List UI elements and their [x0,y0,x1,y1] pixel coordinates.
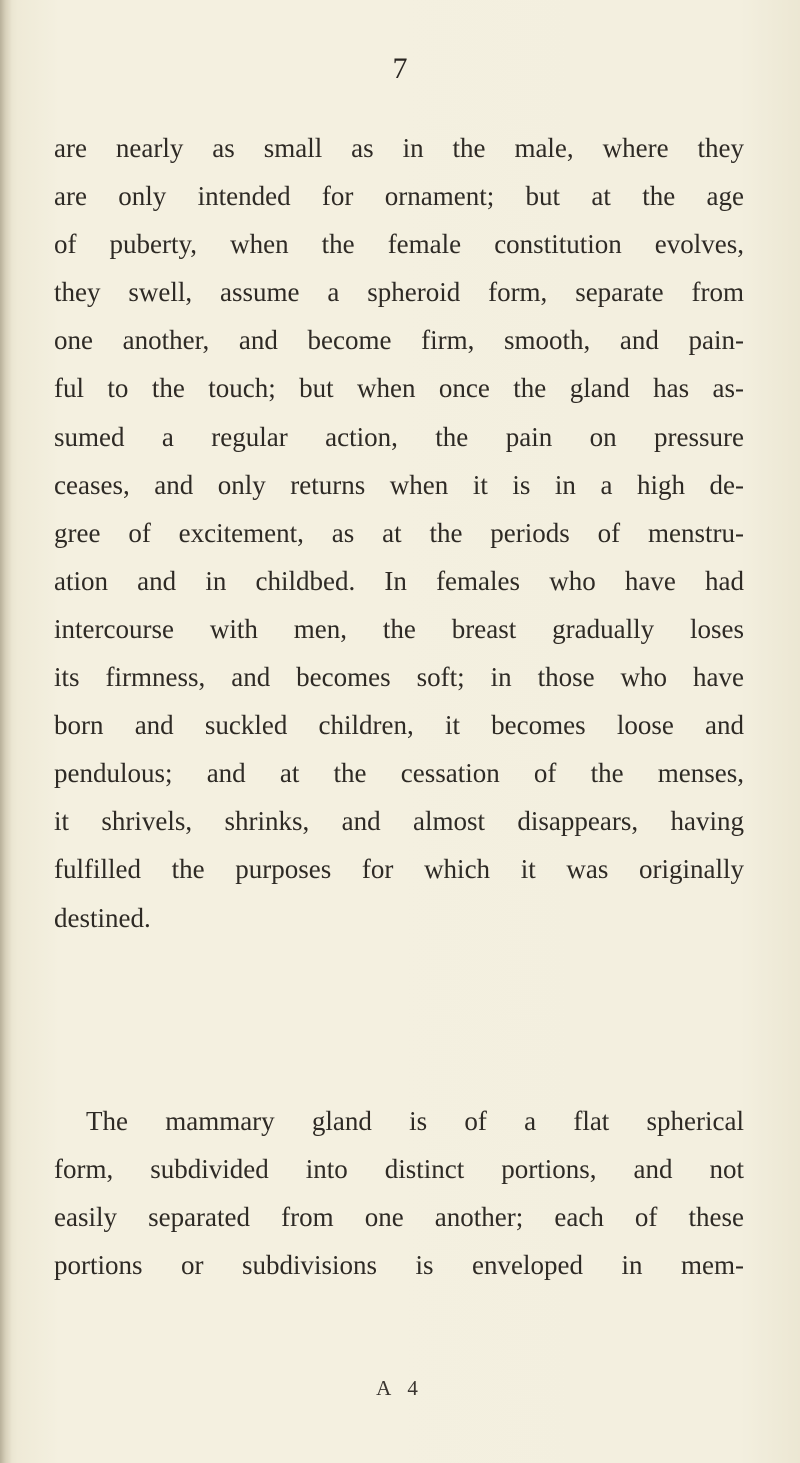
text-line: easily separated from one another; each of these [54,1202,744,1233]
text-line: are only intended for ornament; but at the age [54,181,744,212]
text-line: sumed a regular action, the pain on pressure [54,421,744,452]
spine-shadow [0,0,12,1463]
text-line: intercourse with men, the breast gradually loses [54,613,744,644]
paragraph-2 [54,1097,744,1289]
text-line: are nearly as small as in the male, where they [54,133,744,163]
text-line: ation and in childbed. In females who have had [54,565,744,596]
text-line: fulfilled the purposes for which it was originally [54,854,744,885]
text-line: its firmness, and becomes soft; in those who have [54,662,744,693]
paragraph-1 [54,124,744,942]
text-line: destined. [54,902,151,933]
text-line: gree of excitement, as at the periods of menstru- [54,517,744,548]
text-line: ceases, and only returns when it is in a high de- [54,469,744,500]
text-line: born and suckled children, it becomes loose and [54,710,744,741]
text-line: of puberty, when the female constitution evolves, [54,229,744,260]
text-line: The mammary gland is of a flat spherical [86,1106,744,1136]
text-line: ful to the touch; but when once the gland has as- [54,373,744,404]
text-line: portions or subdivisions is enveloped in mem- [54,1250,744,1281]
text-line: it shrivels, shrinks, and almost disappears, having [54,806,744,837]
text-line: they swell, assume a spheroid form, separate from [54,277,744,308]
text-line: one another, and become firm, smooth, and pain- [54,325,744,356]
page-number: 7 [392,52,408,85]
text-line: pendulous; and at the cessation of the menses, [54,758,744,789]
signature-mark: A 4 [376,1376,424,1400]
text-line: form, subdivided into distinct portions, and not [54,1154,744,1185]
